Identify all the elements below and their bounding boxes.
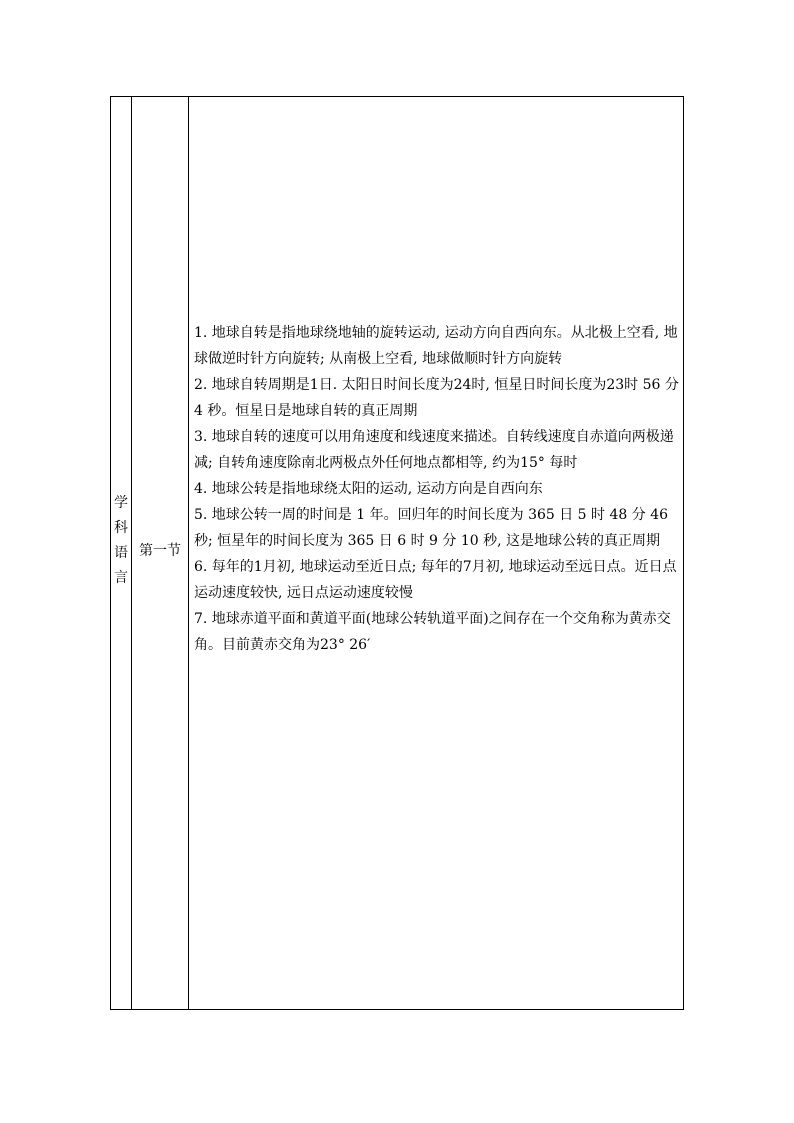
- subject-char: 学: [114, 495, 128, 511]
- column-divider: [188, 97, 189, 1009]
- subject-char: 语: [114, 545, 128, 561]
- content-item: 6. 每年的1月初, 地球运动至近日点; 每年的7月初, 地球运动至远日点。近日点运动速度较快, 远日点运动速度较慢: [194, 559, 677, 601]
- content-item: 3. 地球自转的速度可以用角速度和线速度来描述。自转线速度自赤道向两极递减; 自转角速度除南北两极点外任何地点都相等, 约为15° 每时: [194, 429, 674, 471]
- section-label: 第一节: [139, 543, 181, 559]
- content-item: 1. 地球自转是指地球绕地轴的旋转运动, 运动方向自西向东。从北极上空看, 地球做逆时针方向旋转; 从南极上空看, 地球做顺时针方向旋转: [194, 325, 678, 367]
- content-item: 2. 地球自转周期是1日. 太阳日时间长度为24时, 恒星日时间长度为23时 56 分 4 秒。恒星日是地球自转的真正周期: [194, 377, 679, 419]
- lesson-table: [110, 96, 684, 1010]
- subject-char: 科: [114, 520, 128, 536]
- content-cell: [194, 320, 682, 658]
- subject-char: 言: [114, 570, 128, 586]
- content-item: 5. 地球公转一周的时间是 1 年。回归年的时间长度为 365 日 5 时 48 分 46 秒; 恒星年的时间长度为 365 日 6 时 9 分 10 秒, 这是地球公转的真正周期: [194, 507, 669, 549]
- content-item: 7. 地球赤道平面和黄道平面(地球公转轨道平面)之间存在一个交角称为黄赤交角。目前黄赤交角为23° 26′: [194, 611, 671, 653]
- content-item: 4. 地球公转是指地球绕太阳的运动, 运动方向是自西向东: [194, 481, 543, 497]
- subject-language-cell: [111, 491, 131, 591]
